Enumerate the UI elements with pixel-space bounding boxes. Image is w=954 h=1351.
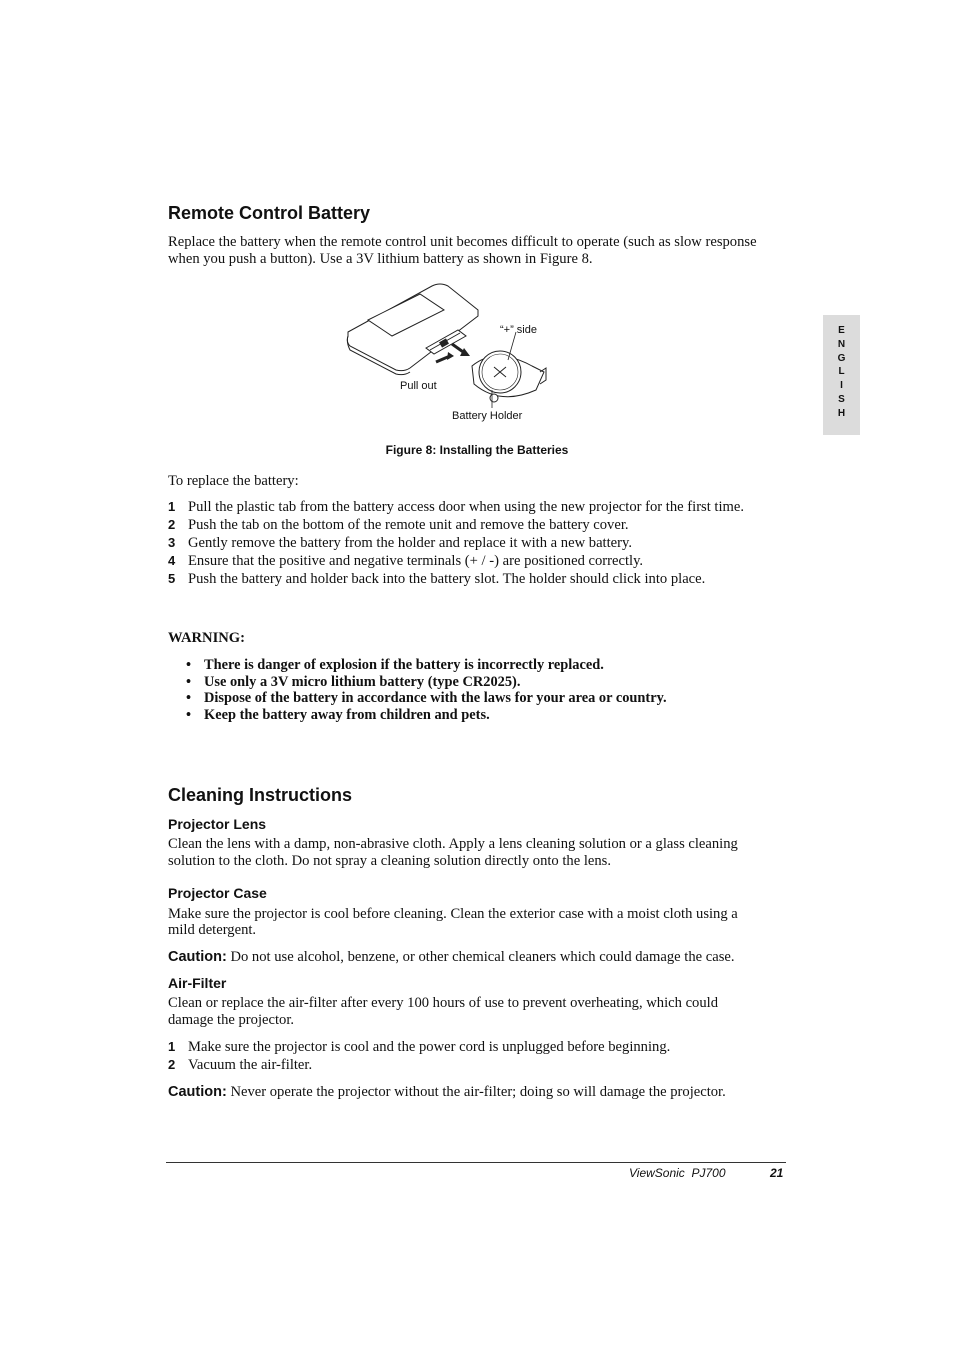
caution-label: Caution: [168, 949, 227, 965]
side-tab-letter: E [838, 325, 845, 336]
figure-label-pull-out: Pull out [400, 380, 437, 392]
step-number: 5 [168, 571, 176, 586]
side-tab-letter: L [838, 366, 845, 378]
step-text: Make sure the projector is cool and the power cord is unplugged before beginning. [188, 1039, 671, 1055]
warning-text: Dispose of the battery in accordance with the laws for your area or country. [204, 690, 667, 706]
case-paragraph-line: Make sure the projector is cool before cleaning. Clean the exterior case with a moist cloth using a [168, 906, 738, 922]
side-tab-letter: H [837, 407, 846, 419]
list-item [168, 498, 808, 516]
battery-installation-figure [340, 280, 570, 430]
figure-caption: Figure 8: Installing the Batteries [385, 443, 569, 457]
step-number: 4 [168, 553, 176, 568]
step-number: 1 [168, 1039, 176, 1054]
figure-label-plus-side: “+” side [500, 324, 537, 336]
caution-label: Caution: [168, 1084, 227, 1100]
list-item [168, 552, 808, 570]
side-tab-letter: G [837, 352, 846, 364]
intro-paragraph-line: Replace the battery when the remote control unit becomes difficult to operate (such as slow response [168, 234, 757, 250]
warning-text: Use only a 3V micro lithium battery (type CR2025). [204, 674, 521, 690]
step-number: 2 [168, 517, 176, 532]
list-item [168, 570, 808, 588]
side-tab-letter: I [840, 380, 843, 392]
step-text: Pull the plastic tab from the battery access door when using the new projector for the first time. [188, 499, 745, 515]
filter-paragraph-line: damage the projector. [168, 1012, 295, 1028]
case-caution [168, 949, 735, 966]
lens-paragraph-line: Clean the lens with a damp, non-abrasive cloth. Apply a lens cleaning solution or a glass cleaning [168, 836, 738, 852]
list-item [168, 1038, 808, 1056]
warning-item: • There is danger of explosion if the battery is incorrectly replaced. [186, 657, 604, 673]
warning-item: • Use only a 3V micro lithium battery (type CR2025). [186, 674, 521, 690]
intro-paragraph-line: when you push a button). Use a 3V lithium battery as shown in Figure 8. [168, 251, 593, 267]
list-item [168, 516, 808, 534]
caution-text: Never operate the projector without the air-filter; doing so will damage the projector. [226, 1084, 726, 1100]
step-text: Ensure that the positive and negative terminals (+ / -) are positioned correctly. [188, 553, 644, 569]
filter-caution [168, 1084, 726, 1101]
step-number: 3 [168, 535, 176, 550]
warning-text: Keep the battery away from children and pets. [204, 707, 490, 723]
step-text: Vacuum the air-filter. [188, 1057, 313, 1073]
subheading-projector-case: Projector Case [168, 885, 267, 901]
figure-label-battery-holder: Battery Holder [452, 410, 523, 422]
page-number: 21 [770, 1166, 784, 1180]
step-number: 2 [168, 1057, 176, 1072]
side-tab-letter: N [837, 338, 846, 350]
case-paragraph-line: mild detergent. [168, 922, 257, 938]
warning-item: • Dispose of the battery in accordance with the laws for your area or country. [186, 690, 667, 706]
list-item [168, 534, 808, 552]
lens-paragraph-line: solution to the cloth. Do not spray a cleaning solution directly onto the lens. [168, 853, 612, 869]
remote-battery-illustration [340, 280, 570, 430]
step-number: 1 [168, 499, 176, 514]
language-side-tab [823, 315, 860, 435]
side-tab-letter: S [838, 393, 845, 405]
step-text: Gently remove the battery from the holder and replace it with a new battery. [188, 535, 632, 551]
steps-intro: To replace the battery: [168, 473, 299, 489]
step-text: Push the tab on the bottom of the remote unit and remove the battery cover. [188, 517, 629, 533]
step-text: Push the battery and holder back into the battery slot. The holder should click into place. [188, 571, 706, 587]
caution-text: Do not use alcohol, benzene, or other chemical cleaners which could damage the case. [226, 949, 735, 965]
section-heading-cleaning: Cleaning Instructions [168, 785, 353, 805]
warning-label: WARNING: [168, 630, 246, 646]
footer-product: ViewSonic PJ700 [629, 1166, 726, 1180]
footer-rule [166, 1162, 786, 1163]
subheading-air-filter: Air-Filter [168, 975, 227, 991]
filter-paragraph-line: Clean or replace the air-filter after every 100 hours of use to prevent overheating, which could [168, 995, 718, 1011]
warning-item: • Keep the battery away from children and pets. [186, 707, 490, 723]
section-heading-remote-battery: Remote Control Battery [168, 203, 371, 223]
list-item [168, 1056, 808, 1074]
subheading-projector-lens: Projector Lens [168, 816, 267, 832]
warning-text: There is danger of explosion if the battery is incorrectly replaced. [204, 657, 604, 673]
